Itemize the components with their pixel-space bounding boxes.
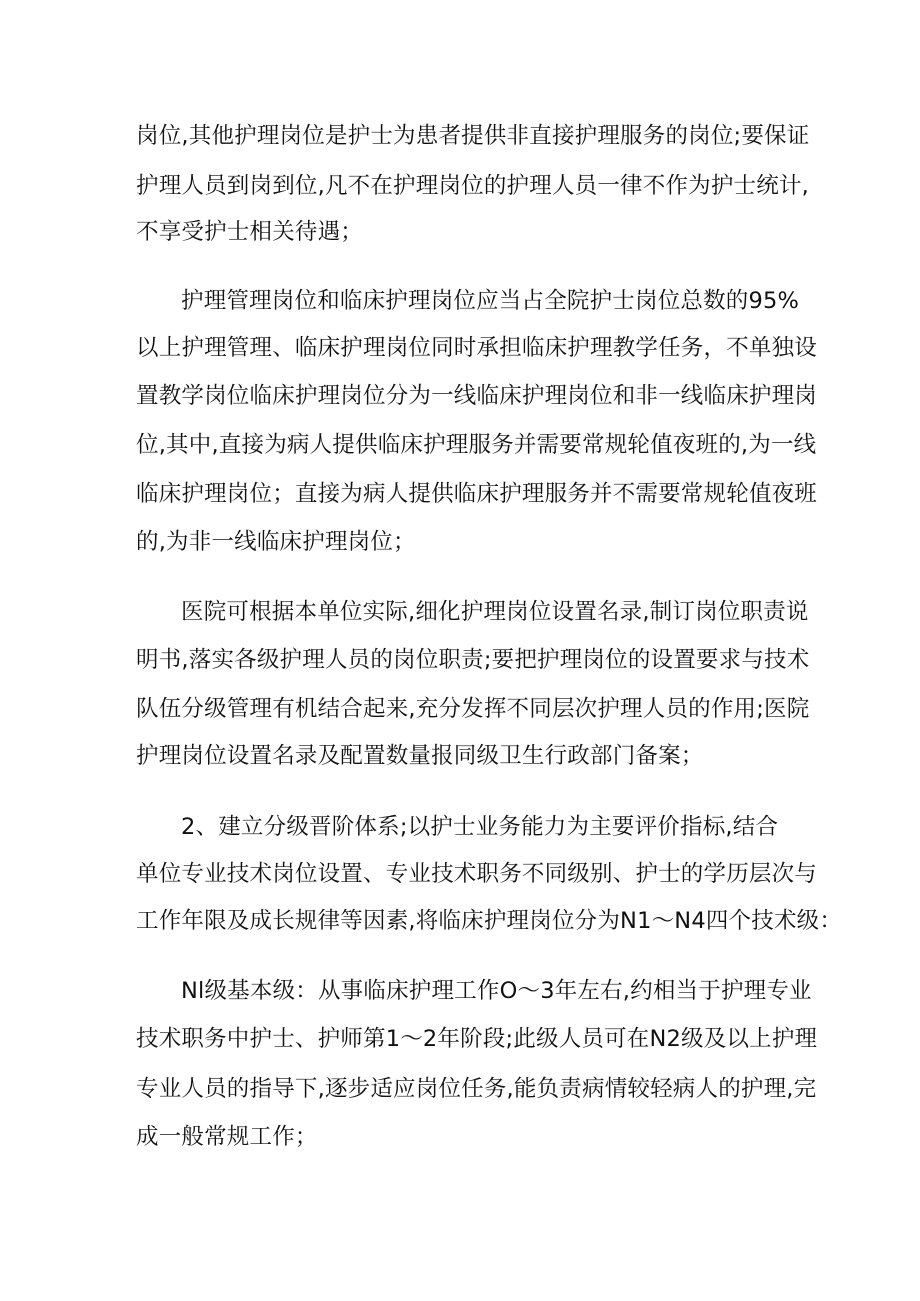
text-line: 2、建立分级晋阶体系;以护士业务能力为主要评价指标,结合 bbox=[181, 814, 779, 840]
text-line: 的,为非一线临床护理岗位； bbox=[136, 529, 416, 555]
text-line: 位,其中,直接为病人提供临床护理服务并需要常规轮值夜班的,为一线 bbox=[136, 432, 817, 458]
text-line: 成一般常规工作； bbox=[136, 1124, 318, 1150]
text-line: 护理岗位设置名录及配置数量报同级卫生行政部门备案； bbox=[136, 743, 704, 769]
text-line: 以上护理管理、临床护理岗位同时承担临床护理教学任务，不单独设 bbox=[136, 335, 818, 361]
text-line: 队伍分级管理有机结合起来,充分发挥不同层次护理人员的作用;医院 bbox=[136, 696, 810, 722]
text-line: 岗位,其他护理岗位是护士为患者提供非直接护理服务的岗位;要保证 bbox=[136, 123, 810, 149]
text-line: 单位专业技术岗位设置、专业技术职务不同级别、护士的学历层次与 bbox=[136, 861, 818, 887]
text-line: 医院可根据本单位实际,细化护理岗位设置名录,制订岗位职责说 bbox=[181, 599, 809, 625]
text-line: 护理管理岗位和临床护理岗位应当占全院护士岗位总数的95% bbox=[181, 288, 800, 314]
text-line: 工作年限及成长规律等因素,将临床护理岗位分为N1～N4四个技术级： bbox=[136, 908, 843, 934]
text-line: 不享受护士相关待遇； bbox=[136, 219, 364, 245]
text-line: 明书,落实各级护理人员的岗位职责;要把护理岗位的设置要求与技术 bbox=[136, 647, 810, 673]
text-line: 技术职务中护士、护师第1～2年阶段;此级人员可在N2级及以上护理 bbox=[136, 1026, 818, 1052]
text-line: Nl级基本级：从事临床护理工作O～3年左右,约相当于护理专业 bbox=[181, 978, 812, 1004]
text-line: 护理人员到岗到位,凡不在护理岗位的护理人员一律不作为护士统计, bbox=[136, 173, 810, 199]
text-line: 专业人员的指导下,逐步适应岗位任务,能负责病情较轻病人的护理,完 bbox=[136, 1076, 817, 1102]
text-line: 置教学岗位临床护理岗位分为一线临床护理岗位和非一线临床护理岗 bbox=[136, 383, 818, 409]
text-line: 临床护理岗位；直接为病人提供临床护理服务并不需要常规轮值夜班 bbox=[136, 481, 818, 507]
